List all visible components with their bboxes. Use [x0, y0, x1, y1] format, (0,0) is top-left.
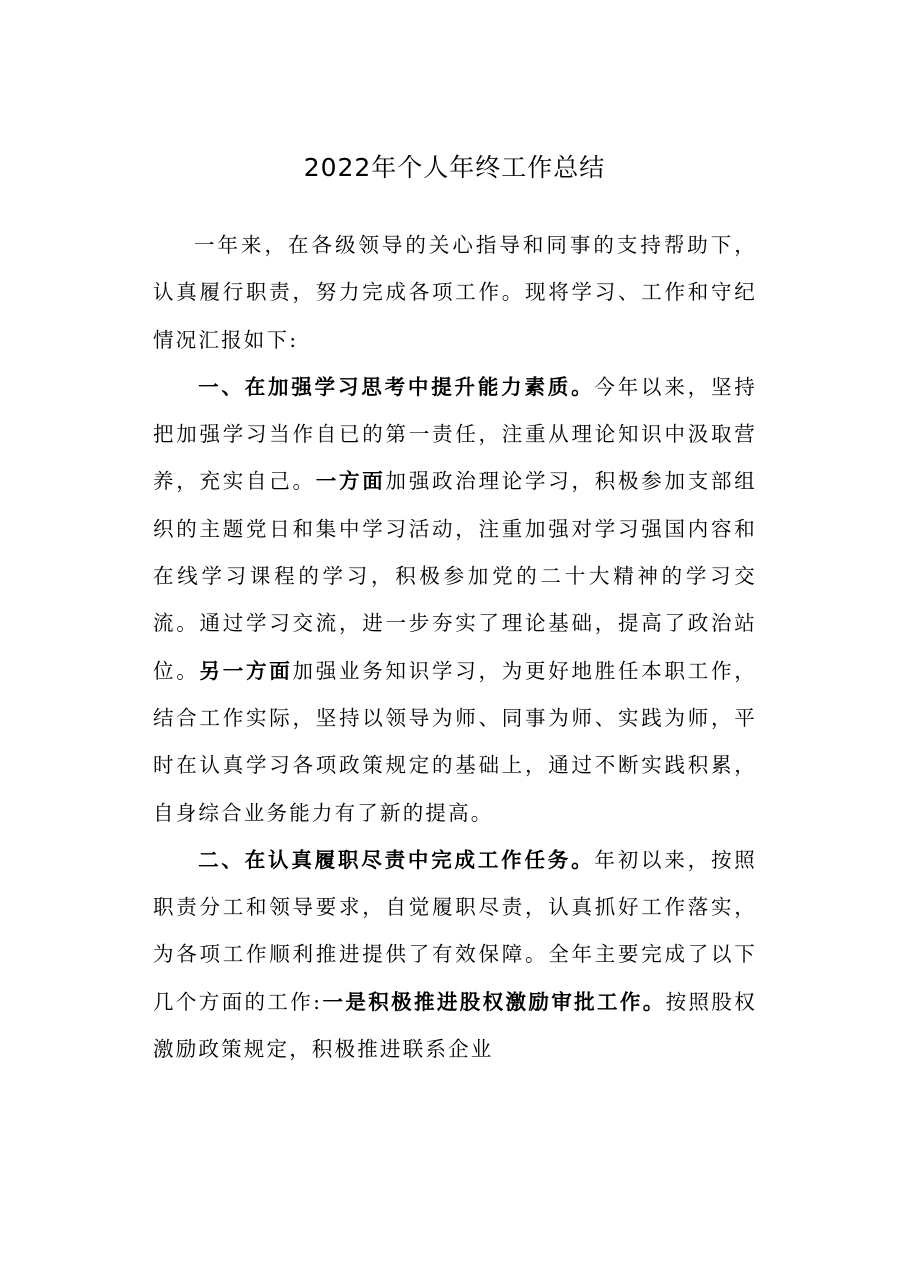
paragraph-text: 加强业务知识学习，为更好地胜任本职工作，结合工作实际，坚持以领导为师、同事为师、实践为师，平时在认真学习各项政策规定的基础上，通过不断实践积累，自身综合业务能力有了新的提高。	[153, 658, 758, 825]
document-body	[153, 222, 757, 1073]
paragraph-text: 加强政治理论学习，积极参加支部组织的主题党日和集中学习活动，注重加强对学习强国内容和在线学习课程的学习，积极参加党的二十大精神的学习交流。通过学习交流，进一步夯实了理论基础，提高了政治站位。	[153, 469, 757, 683]
document-title: 2022年个人年终工作总结	[303, 153, 606, 182]
section-heading: 二、在认真履职尽责中完成工作任务。	[198, 847, 595, 872]
emphasis-text: 一是积极推进股权激励审批工作。	[322, 989, 666, 1014]
emphasis-text: 另一方面	[199, 658, 293, 683]
paragraph-intro	[153, 222, 757, 364]
emphasis-text: 一方面	[315, 469, 386, 494]
paragraph-section-one	[153, 364, 757, 837]
paragraph-text: 年初以来，按照职责分工和领导要求，自觉履职尽责，认真抓好工作落实，为各项工作顺利推进提供了有效保障。全年主要完成了以下几个方面的工作:	[153, 847, 757, 1014]
paragraph-text: 一年来，在各级领导的关心指导和同事的支持帮助下，认真履行职责，努力完成各项工作。现将学习、工作和守纪情况汇报如下:	[153, 233, 757, 352]
paragraph-text: 今年以来，坚持把加强学习当作自已的第一责任，注重从理论知识中汲取营养，充实自己。	[153, 374, 757, 494]
paragraph-text: 按照股权激励政策规定，积极推进联系企业	[153, 989, 757, 1062]
section-heading: 一、在加强学习思考中提升能力素质。	[198, 374, 595, 399]
paragraph-section-two	[153, 837, 757, 1073]
